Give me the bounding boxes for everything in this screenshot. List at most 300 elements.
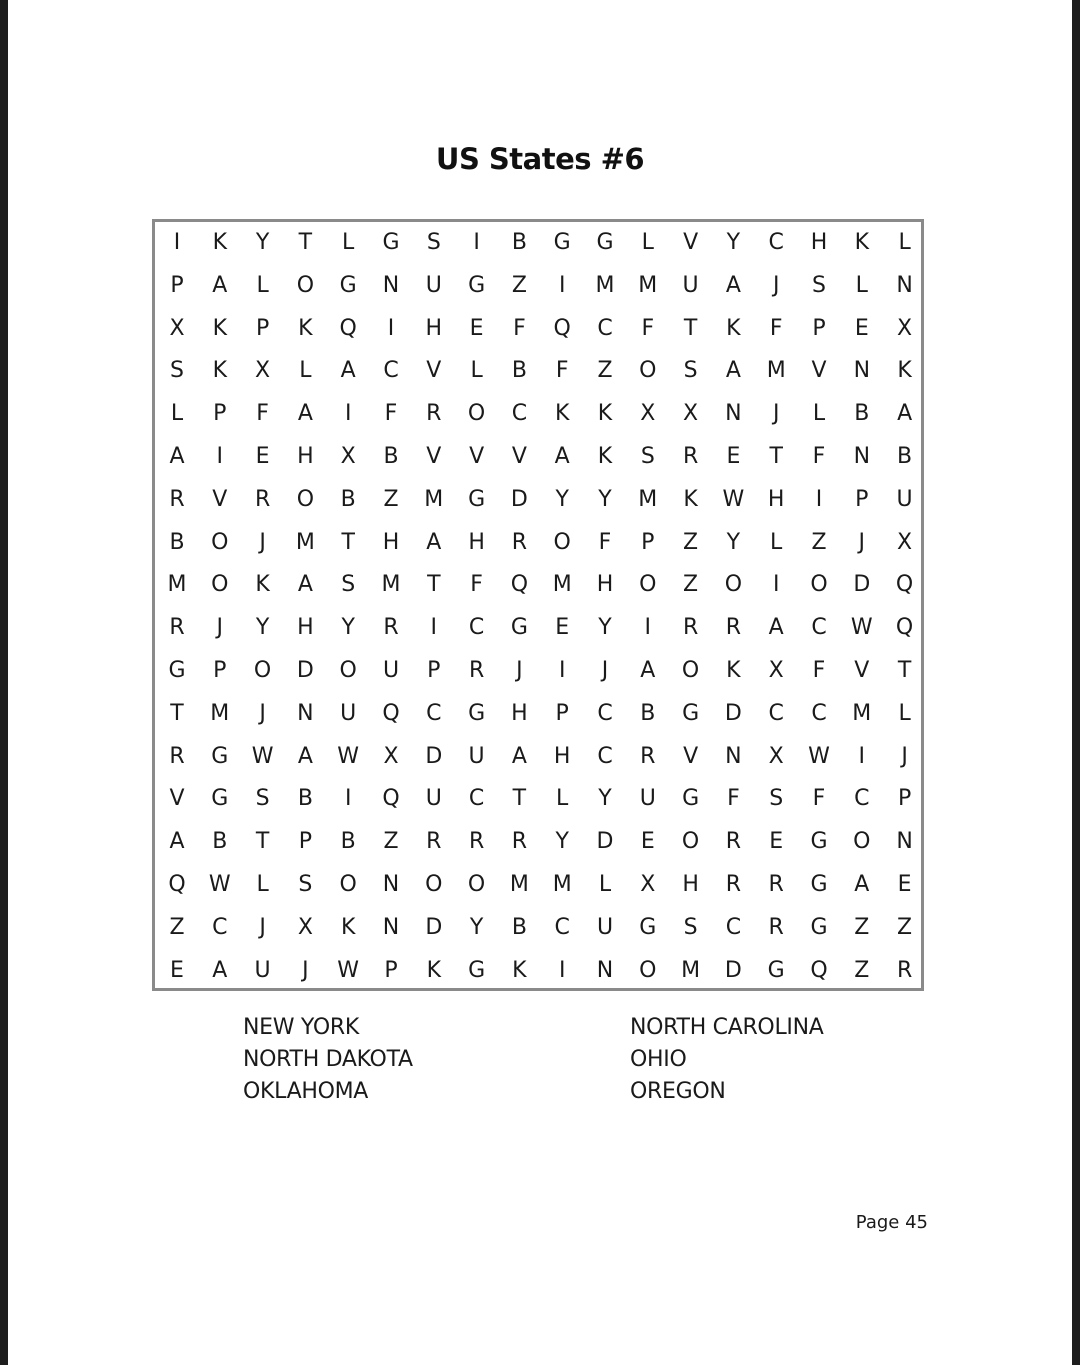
grid-letter: E xyxy=(170,957,184,983)
grid-letter: Q xyxy=(382,786,400,812)
grid-letter: H xyxy=(511,700,528,726)
grid-letter: D xyxy=(596,829,614,855)
grid-letter: I xyxy=(173,230,181,255)
grid-letter: Y xyxy=(598,786,612,812)
grid-letter: Q xyxy=(168,872,186,897)
grid-letter: Z xyxy=(597,358,613,384)
grid-letter: L xyxy=(342,230,355,255)
grid-letter: P xyxy=(812,315,826,341)
grid-letter: T xyxy=(298,230,313,255)
grid-letter: C xyxy=(212,914,228,940)
grid-letter: J xyxy=(216,615,224,641)
grid-letter: N xyxy=(382,272,400,298)
grid-letter: D xyxy=(724,957,742,983)
grid-letter: B xyxy=(640,700,656,726)
grid-letter: M xyxy=(295,529,315,555)
grid-letter: N xyxy=(896,829,913,855)
grid-letter: K xyxy=(554,401,570,427)
grid-letter: A xyxy=(426,529,442,555)
grid-letter: K xyxy=(340,914,356,940)
grid-letter: V xyxy=(212,486,228,512)
grid-letter: R xyxy=(725,829,742,855)
grid-letter: G xyxy=(468,486,486,512)
grid-letter: Y xyxy=(726,529,741,555)
grid-letter: R xyxy=(468,658,485,683)
grid-letter: S xyxy=(683,358,698,384)
grid-letter: Q xyxy=(339,315,357,341)
grid-letter: Z xyxy=(854,914,870,940)
grid-letter: E xyxy=(726,444,741,469)
grid-letter: C xyxy=(511,401,528,427)
grid-letter: U xyxy=(382,658,400,683)
grid-letter: N xyxy=(382,872,400,897)
grid-letter: E xyxy=(555,615,570,641)
grid-letter: G xyxy=(510,615,528,641)
grid-letter: B xyxy=(169,529,185,555)
grid-letter: V xyxy=(683,743,699,769)
grid-letter: S xyxy=(170,358,184,384)
grid-letter: H xyxy=(596,572,614,598)
grid-letter: U xyxy=(639,786,656,812)
grid-letter: G xyxy=(468,272,486,298)
grid-letter: D xyxy=(724,700,742,726)
word-list-item: OREGON xyxy=(630,1079,726,1104)
grid-letter: L xyxy=(898,230,911,255)
grid-letter: L xyxy=(256,872,269,897)
grid-letter: F xyxy=(812,658,826,683)
grid-letter: P xyxy=(897,786,912,812)
grid-letter: N xyxy=(297,700,314,726)
grid-letter: F xyxy=(384,401,398,427)
grid-letter: N xyxy=(853,358,871,384)
grid-letter: V xyxy=(811,358,827,384)
grid-letter: Z xyxy=(854,957,870,983)
grid-letter: H xyxy=(425,315,443,341)
grid-letter: W xyxy=(337,957,360,983)
grid-letter: W xyxy=(208,872,231,897)
grid-letter: J xyxy=(772,272,780,298)
grid-letter: Z xyxy=(811,529,827,555)
grid-letter: O xyxy=(810,572,828,598)
grid-letter: A xyxy=(768,615,784,641)
grid-letter: K xyxy=(854,230,870,255)
grid-letter: L xyxy=(641,230,654,255)
grid-letter: R xyxy=(426,829,442,855)
grid-letter: Q xyxy=(382,700,400,726)
grid-letter: F xyxy=(812,444,826,469)
grid-letter: L xyxy=(470,358,483,384)
grid-letter: C xyxy=(811,700,827,726)
grid-letter: T xyxy=(769,444,783,469)
grid-letter: K xyxy=(726,315,741,341)
grid-letter: M xyxy=(167,572,187,598)
grid-letter: N xyxy=(382,914,400,940)
grid-letter: G xyxy=(382,230,400,255)
grid-letter: K xyxy=(255,572,270,598)
grid-letter: I xyxy=(858,743,866,769)
grid-letter: F xyxy=(641,315,655,341)
grid-letter: Q xyxy=(895,615,914,641)
grid-letter: O xyxy=(211,529,229,555)
grid-letter: O xyxy=(724,572,743,598)
grid-letter: X xyxy=(768,743,784,769)
grid-letter: U xyxy=(468,743,485,769)
grid-letter: B xyxy=(297,786,313,812)
grid-letter: A xyxy=(511,743,527,769)
grid-letter: V xyxy=(511,444,527,469)
grid-letter: X xyxy=(340,444,356,469)
grid-letter: G xyxy=(168,658,186,683)
grid-letter: J xyxy=(259,529,266,555)
grid-letter: H xyxy=(553,743,571,769)
grid-letter: V xyxy=(683,230,699,255)
grid-letter: X xyxy=(897,315,913,341)
grid-letter: J xyxy=(259,700,266,726)
grid-letter: A xyxy=(725,358,741,384)
grid-letter: X xyxy=(255,358,271,384)
grid-letter: U xyxy=(682,272,699,298)
grid-letter: N xyxy=(596,957,614,983)
grid-letter: X xyxy=(383,743,399,769)
grid-letter: V xyxy=(169,786,185,812)
grid-letter: G xyxy=(639,914,657,940)
grid-letter: O xyxy=(425,872,443,897)
grid-letter: K xyxy=(597,444,613,469)
grid-letter: S xyxy=(640,444,655,469)
grid-letter: H xyxy=(682,872,699,897)
grid-letter: F xyxy=(769,315,783,341)
grid-letter: R xyxy=(169,615,185,641)
grid-letter: R xyxy=(169,743,185,769)
grid-letter: X xyxy=(897,529,913,555)
grid-letter: C xyxy=(768,700,784,726)
grid-letter: O xyxy=(681,658,700,683)
grid-letter: K xyxy=(212,230,228,255)
grid-letter: R xyxy=(768,872,784,897)
grid-letter: B xyxy=(340,486,356,512)
grid-letter: C xyxy=(597,743,613,769)
grid-letter: R xyxy=(725,615,742,641)
grid-letter: U xyxy=(254,957,271,983)
grid-letter: M xyxy=(509,872,529,897)
grid-letter: H xyxy=(382,529,400,555)
grid-letter: Q xyxy=(895,572,914,598)
grid-letter: O xyxy=(853,829,871,855)
grid-letter: M xyxy=(210,700,230,726)
grid-letter: Y xyxy=(555,486,569,512)
grid-letter: A xyxy=(340,358,356,384)
grid-letter: D xyxy=(425,914,443,940)
grid-letter: O xyxy=(639,572,657,598)
grid-letter: X xyxy=(297,914,313,940)
grid-letter: V xyxy=(426,358,442,384)
grid-letter: O xyxy=(639,957,657,983)
grid-letter: W xyxy=(337,743,360,769)
grid-letter: D xyxy=(853,572,871,598)
grid-letter: R xyxy=(169,486,185,512)
grid-letter: C xyxy=(597,700,613,726)
grid-letter: R xyxy=(896,957,913,983)
grid-letter: Z xyxy=(383,829,399,855)
word-list-left xyxy=(243,1012,413,1108)
grid-letter: M xyxy=(681,957,701,983)
grid-letter: L xyxy=(898,700,911,726)
grid-letter: E xyxy=(640,829,655,855)
grid-letter: S xyxy=(298,872,313,897)
grid-letter: L xyxy=(556,786,569,812)
grid-letter: T xyxy=(427,572,441,598)
word-list-item: NEW YORK xyxy=(243,1015,359,1040)
grid-letter: K xyxy=(426,957,442,983)
grid-letter: K xyxy=(212,358,228,384)
grid-letter: K xyxy=(512,957,527,983)
grid-letter: M xyxy=(638,272,658,298)
grid-letter: O xyxy=(639,358,657,384)
grid-letter: G xyxy=(810,829,828,855)
grid-letter: Y xyxy=(255,615,270,641)
grid-letter: Z xyxy=(683,529,699,555)
grid-letter: V xyxy=(426,444,442,469)
grid-letter: J xyxy=(858,529,866,555)
grid-letter: A xyxy=(725,272,741,298)
grid-letter: B xyxy=(511,358,527,384)
grid-letter: E xyxy=(897,872,912,897)
grid-letter: F xyxy=(256,401,269,427)
grid-letter: S xyxy=(812,272,826,298)
grid-letter: X xyxy=(640,401,656,427)
grid-letter: I xyxy=(558,957,566,983)
grid-letter: K xyxy=(683,486,698,512)
grid-letter: M xyxy=(852,700,872,726)
grid-letter: A xyxy=(554,444,570,469)
grid-letter: E xyxy=(255,444,270,469)
grid-letter: J xyxy=(901,743,908,769)
grid-letter: S xyxy=(769,786,784,812)
grid-letter: J xyxy=(302,957,309,983)
grid-letter: J xyxy=(601,658,609,683)
grid-letter: K xyxy=(597,401,613,427)
grid-letter: T xyxy=(170,700,184,726)
grid-letter: H xyxy=(468,529,485,555)
grid-letter: Y xyxy=(341,615,355,641)
grid-letter: C xyxy=(725,914,742,940)
grid-letter: C xyxy=(383,358,399,384)
word-list-item: OKLAHOMA xyxy=(243,1079,369,1104)
grid-letter: O xyxy=(339,658,357,683)
grid-letter: T xyxy=(897,658,912,683)
grid-letter: U xyxy=(425,786,442,812)
grid-letter: R xyxy=(426,401,442,427)
grid-letter: O xyxy=(553,529,571,555)
grid-letter: C xyxy=(597,315,613,341)
grid-letter: O xyxy=(339,872,357,897)
grid-letter: I xyxy=(558,658,566,683)
page-number: Page 45 xyxy=(855,1212,928,1233)
grid-letter: K xyxy=(298,315,313,341)
grid-letter: Z xyxy=(383,486,399,512)
grid-letter: G xyxy=(468,700,486,726)
grid-letter: R xyxy=(468,829,485,855)
grid-letter: H xyxy=(297,444,314,469)
grid-letter: A xyxy=(169,444,185,469)
grid-letter: Y xyxy=(726,230,741,255)
grid-letter: P xyxy=(855,486,869,512)
grid-letter: U xyxy=(340,700,357,726)
grid-letter: X xyxy=(768,658,784,683)
grid-letter: V xyxy=(854,658,870,683)
grid-letter: R xyxy=(682,444,699,469)
grid-letter: O xyxy=(253,658,272,683)
grid-letter: E xyxy=(854,315,869,341)
word-list-right xyxy=(630,1012,824,1108)
grid-letter: W xyxy=(722,486,745,512)
grid-letter: A xyxy=(169,829,185,855)
grid-letter: F xyxy=(470,572,483,598)
grid-letter: C xyxy=(854,786,870,812)
grid-letter: K xyxy=(726,658,741,683)
grid-letter: L xyxy=(598,872,612,897)
grid-letter: I xyxy=(473,230,480,255)
grid-letter: C xyxy=(811,615,827,641)
grid-letter: P xyxy=(213,401,227,427)
grid-letter: J xyxy=(516,658,523,683)
grid-letter: X xyxy=(683,401,699,427)
grid-letter: E xyxy=(769,829,784,855)
page-title: US States #6 xyxy=(435,142,645,176)
grid-letter: C xyxy=(768,230,784,255)
grid-letter: B xyxy=(511,230,527,255)
grid-letter: I xyxy=(558,272,566,298)
grid-letter: A xyxy=(854,872,870,897)
grid-letter: O xyxy=(467,872,486,897)
grid-letter: G xyxy=(810,872,828,897)
grid-letter: W xyxy=(251,743,274,769)
grid-letter: R xyxy=(640,743,656,769)
grid-letter: B xyxy=(897,444,913,469)
grid-letter: Z xyxy=(683,572,699,598)
grid-letter: T xyxy=(255,829,270,855)
grid-letter: Z xyxy=(897,914,913,940)
grid-letter: R xyxy=(254,486,271,512)
word-search-grid xyxy=(152,219,924,991)
grid-letter: S xyxy=(341,572,356,598)
grid-letter: H xyxy=(810,230,828,255)
grid-letter: Y xyxy=(255,230,270,255)
grid-letter: N xyxy=(853,444,871,469)
grid-letter: E xyxy=(469,315,484,341)
grid-letter: Z xyxy=(511,272,527,298)
grid-letter: G xyxy=(468,957,486,983)
grid-letter: R xyxy=(725,872,742,897)
grid-letter: B xyxy=(340,829,356,855)
grid-letter: T xyxy=(683,315,698,341)
grid-letter: M xyxy=(381,572,401,598)
grid-letter: B xyxy=(212,829,228,855)
grid-letter: F xyxy=(513,315,526,341)
grid-letter: Y xyxy=(469,914,484,940)
grid-letter: N xyxy=(896,272,913,298)
grid-letter: O xyxy=(681,829,700,855)
grid-letter: G xyxy=(596,230,614,255)
grid-letter: M xyxy=(424,486,444,512)
grid-letter: I xyxy=(430,615,438,641)
grid-letter: U xyxy=(896,486,913,512)
grid-letter: T xyxy=(341,529,355,555)
grid-letter: C xyxy=(426,700,442,726)
grid-letter: H xyxy=(767,486,785,512)
grid-letter: T xyxy=(512,786,527,812)
grid-letter: Y xyxy=(555,829,569,855)
grid-letter: G xyxy=(339,272,357,298)
grid-letter: F xyxy=(727,786,740,812)
grid-letter: Y xyxy=(598,486,612,512)
grid-letter: I xyxy=(216,444,224,469)
grid-letter: F xyxy=(555,358,569,384)
grid-letter: L xyxy=(770,529,783,555)
grid-letter: L xyxy=(256,272,269,298)
grid-letter: B xyxy=(511,914,527,940)
grid-letter: F xyxy=(812,786,826,812)
grid-letter: C xyxy=(554,914,570,940)
grid-letter: O xyxy=(296,272,315,298)
grid-letter: D xyxy=(510,486,528,512)
grid-letter: P xyxy=(641,529,655,555)
grid-letter: M xyxy=(552,572,572,598)
grid-letter: A xyxy=(297,572,313,598)
grid-letter: R xyxy=(768,914,784,940)
grid-letter: G xyxy=(553,230,571,255)
grid-letter: K xyxy=(897,358,912,384)
grid-letter: R xyxy=(383,615,399,641)
grid-letter: U xyxy=(596,914,614,940)
grid-letter: S xyxy=(255,786,270,812)
word-list-item: NORTH CAROLINA xyxy=(630,1015,824,1040)
grid-letter: Q xyxy=(510,572,529,598)
grid-letter: V xyxy=(469,444,485,469)
grid-letter: R xyxy=(682,615,699,641)
grid-letter: R xyxy=(511,829,528,855)
grid-letter: F xyxy=(598,529,612,555)
grid-letter: X xyxy=(640,872,656,897)
grid-letter: G xyxy=(211,786,229,812)
grid-letter: P xyxy=(298,829,313,855)
grid-letter: C xyxy=(468,615,485,641)
grid-letter: I xyxy=(644,615,652,641)
grid-letter: C xyxy=(468,786,485,812)
grid-letter: Q xyxy=(810,957,828,983)
grid-letter: B xyxy=(854,401,870,427)
grid-letter: M xyxy=(638,486,658,512)
grid-letter: G xyxy=(682,700,700,726)
grid-letter: L xyxy=(812,401,826,427)
grid-letter: Y xyxy=(598,615,612,641)
grid-letter: A xyxy=(897,401,913,427)
grid-letter: P xyxy=(170,272,184,298)
grid-letter: R xyxy=(511,529,528,555)
grid-letter: X xyxy=(169,315,185,341)
grid-letter: G xyxy=(810,914,828,940)
grid-letter: O xyxy=(296,486,315,512)
grid-letter: O xyxy=(467,401,486,427)
grid-letter: M xyxy=(552,872,572,897)
grid-letter: U xyxy=(425,272,442,298)
grid-letter: I xyxy=(344,786,352,812)
grid-letter: A xyxy=(212,957,228,983)
grid-letter: Z xyxy=(169,914,185,940)
grid-letter: A xyxy=(212,272,228,298)
grid-letter: L xyxy=(299,358,312,384)
grid-letter: Q xyxy=(553,315,571,341)
